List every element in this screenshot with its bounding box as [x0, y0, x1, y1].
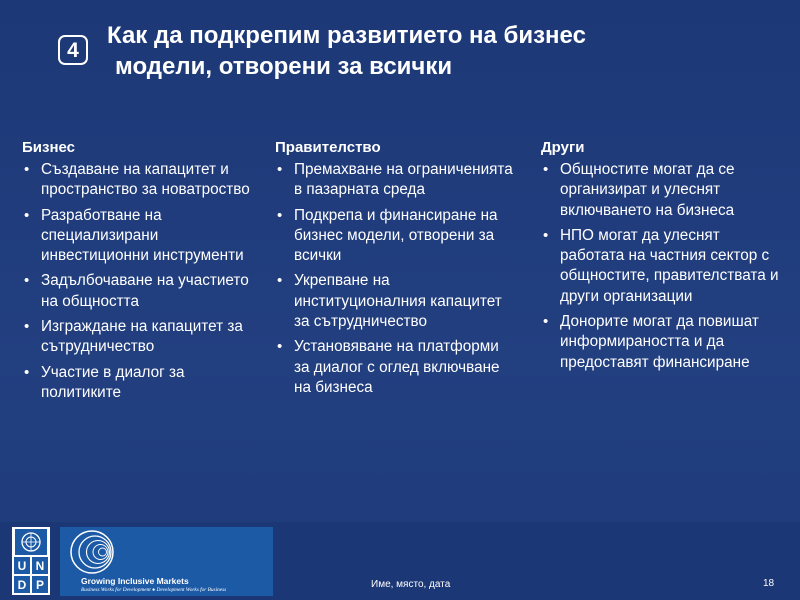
list-item-text: Общностите могат да се организират и улеснят включването на бизнеса: [560, 161, 735, 219]
list-item: [541, 160, 781, 221]
bullet-icon: •: [277, 338, 283, 356]
column-others: [541, 138, 781, 378]
bullet-icon: •: [24, 161, 30, 178]
list-item-text: Донорите могат да повишат информираността и да предоставят финансиране: [560, 313, 759, 371]
undp-letter: N: [32, 557, 48, 574]
column-heading: Бизнес: [22, 139, 76, 156]
spiral-logo-icon: [64, 529, 124, 575]
list-item-text: Участие в диалог за политиките: [41, 363, 185, 401]
bullet-icon: •: [277, 272, 283, 290]
list-item: [22, 363, 262, 404]
growing-inclusive-markets-logo: [60, 527, 273, 596]
list-item: [275, 337, 515, 398]
list-item-text: НПО могат да улеснят работата на частния сектор с общностите, правителствата и други организации: [560, 226, 779, 305]
slide-title-line1: Как да подкрепим развитието на бизнес: [107, 22, 586, 49]
list-item: [22, 271, 262, 312]
bullet-icon: •: [277, 206, 283, 224]
list-item-text: Създаване на капацитет и пространство за новатроство: [41, 161, 250, 199]
gim-title: Growing Inclusive Markets: [81, 576, 189, 586]
list-item: [275, 160, 515, 201]
column-heading: Правителство: [275, 139, 381, 156]
page-number: 18: [763, 578, 775, 589]
bullet-icon: •: [24, 206, 30, 224]
bullet-icon: •: [543, 161, 549, 178]
list-item-text: Премахване на ограниченията в пазарната среда: [294, 161, 513, 199]
list-item-text: Изграждане на капацитет за сътрудничество: [41, 318, 243, 356]
column-heading: Други: [541, 139, 585, 156]
column-business: [22, 138, 262, 408]
list-item: [541, 226, 781, 307]
bullet-list: [275, 160, 515, 398]
list-item-text: Разработване на специализирани инвестиционни инструменти: [41, 206, 244, 265]
bullet-icon: •: [277, 161, 283, 178]
bullet-icon: •: [24, 363, 30, 381]
undp-letters: [14, 557, 48, 593]
bullet-icon: •: [24, 272, 30, 290]
list-item: [275, 206, 515, 267]
list-item-text: Установяване на платформи за диалог с оглед включване на бизнеса: [294, 338, 500, 396]
bullet-icon: •: [543, 226, 549, 244]
bullet-icon: •: [24, 318, 30, 336]
column-government: [275, 138, 515, 403]
bullet-list: [541, 160, 781, 373]
undp-logo: [12, 527, 50, 595]
list-item: [22, 206, 262, 267]
bullet-icon: •: [543, 313, 549, 331]
undp-letter: D: [14, 576, 30, 593]
undp-letter: P: [32, 576, 48, 593]
list-item-text: Задълбочаване на участието на общността: [41, 272, 249, 310]
list-item: [541, 312, 781, 373]
slide-number-badge: [58, 35, 88, 65]
bullet-list: [22, 160, 262, 403]
list-item: [22, 317, 262, 358]
undp-letter: U: [14, 557, 30, 574]
gim-subtitle: Business Works for Development ● Development Works for Business: [81, 587, 227, 593]
list-item-text: Укрепване на институционалния капацитет за сътрудничество: [294, 272, 502, 331]
list-item-text: Подкрепа и финансиране на бизнес модели, отворени за всички: [294, 206, 498, 265]
un-emblem-icon: [15, 529, 47, 555]
footer-placeholder-text: Име, място, дата: [371, 579, 451, 590]
slide-title-line2: модели, отворени за всички: [115, 53, 453, 80]
slide-title: [107, 20, 707, 82]
list-item: [275, 271, 515, 332]
list-item: [22, 160, 262, 201]
slide-number: 4: [67, 38, 79, 62]
